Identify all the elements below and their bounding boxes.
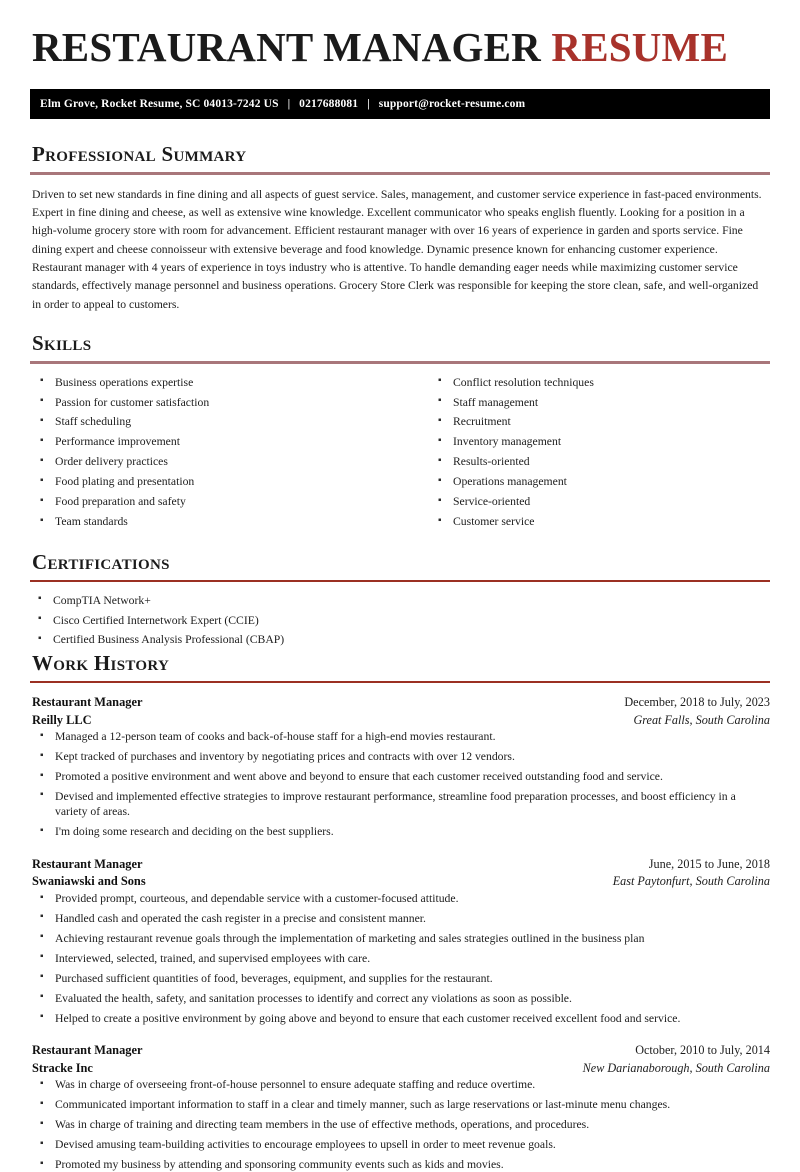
section-certifications	[30, 551, 770, 648]
list-item: ▪ Customer service	[430, 514, 770, 529]
list-item: ▪ Operations management	[430, 474, 770, 489]
list-item: ▪ Devised and implemented effective strategies to improve restaurant performance, streamline food preparation processes, and boost efficiency in a variety of areas.	[32, 789, 770, 820]
skills-columns	[32, 375, 770, 535]
job-company: Swaniawski and Sons	[32, 874, 146, 889]
job-subheader-row	[32, 873, 770, 891]
list-item: ▪ CompTIA Network+	[30, 593, 770, 608]
list-item: ▪ Promoted my business by attending and sponsoring community events such as kids and movies.	[32, 1157, 770, 1172]
job-dates: December, 2018 to July, 2023	[624, 694, 770, 709]
job-bullet-list	[32, 1077, 770, 1172]
list-item: ▪ Was in charge of training and directing team members in the use of effective methods, operations, and procedures.	[32, 1117, 770, 1132]
list-item: ▪ Staff scheduling	[32, 414, 401, 429]
job-bullet-list	[32, 729, 770, 840]
job-location: New Darianaborough, South Carolina	[582, 1060, 770, 1075]
section-work-history	[30, 652, 770, 1172]
contact-email[interactable]: support@rocket-resume.com	[378, 98, 526, 111]
list-item: ▪ I'm doing some research and deciding on the best suppliers.	[32, 824, 770, 839]
list-item: ▪ Certified Business Analysis Professional (CBAP)	[30, 632, 770, 647]
contact-address: Elm Grove, Rocket Resume, SC 04013-7242 US	[40, 98, 279, 111]
skills-column-left	[32, 375, 401, 535]
section-professional-summary	[30, 143, 770, 314]
list-item: ▪ Evaluated the health, safety, and sanitation processes to identify and correct any violations as soon as possible.	[32, 991, 770, 1006]
list-item: ▪ Purchased sufficient quantities of food, beverages, equipment, and supplies for the restaurant.	[32, 971, 770, 986]
list-item: ▪ Performance improvement	[32, 434, 401, 449]
list-item: ▪ Service-oriented	[430, 494, 770, 509]
section-divider-certifications	[30, 580, 770, 582]
list-item: ▪ Communicated important information to staff in a clear and timely manner, such as large reservations or last-minute menu changes.	[32, 1097, 770, 1112]
skills-list-left	[32, 375, 401, 530]
list-item: ▪ Managed a 12-person team of cooks and back-of-house staff for a high-end movies restaurant.	[32, 729, 770, 744]
list-item: ▪ Inventory management	[430, 434, 770, 449]
job-dates: June, 2015 to June, 2018	[648, 856, 770, 871]
contact-separator-2: |	[367, 98, 370, 111]
job-location: Great Falls, South Carolina	[633, 712, 770, 727]
list-item: ▪ Kept tracked of purchases and inventory by negotiating prices and contracts with over 12 vendors.	[32, 749, 770, 764]
job-entry	[32, 1042, 770, 1172]
list-item: ▪ Provided prompt, courteous, and dependable service with a customer-focused attitude.	[32, 891, 770, 906]
section-divider-skills	[30, 361, 770, 364]
list-item: ▪ Interviewed, selected, trained, and supervised employees with care.	[32, 951, 770, 966]
list-item: ▪ Helped to create a positive environment by going above and beyond to ensure that each customer received excellent food and service.	[32, 1011, 770, 1026]
job-header-row	[32, 694, 770, 712]
list-item: ▪ Food preparation and safety	[32, 494, 401, 509]
list-item: ▪ Promoted a positive environment and went above and beyond to ensure that each customer received outstanding food and service.	[32, 769, 770, 784]
list-item: ▪ Food plating and presentation	[32, 474, 401, 489]
list-item: ▪ Business operations expertise	[32, 375, 401, 390]
contact-separator-1: |	[287, 98, 291, 111]
job-title: Restaurant Manager	[32, 1043, 143, 1058]
section-heading-certifications: Certifications	[32, 550, 170, 575]
skills-column-right	[401, 375, 770, 535]
section-divider-summary	[30, 172, 770, 175]
job-header-row	[32, 1042, 770, 1060]
job-entry	[32, 694, 770, 840]
list-item: ▪ Devised amusing team-building activities to encourage employees to upsell in order to meet revenue goals.	[32, 1137, 770, 1152]
contact-bar	[30, 89, 770, 119]
job-bullet-list	[32, 891, 770, 1026]
list-item: ▪ Staff management	[430, 395, 770, 410]
job-list	[32, 694, 770, 1172]
summary-paragraph: Driven to set new standards in fine dining and all aspects of guest service. Sales, management, and customer service experience in fast-paced environments. Expert in fine dining and cheese, as well as extensive wine knowledge. Excellent communicator who speaks english fluently. Looking for a position in a high-volume grocery store with room for advancement. Efficient restaurant manager with over 16 years of experience in garden and sports service. Fine dining expert and cheese connoisseur with extensive beverage and food knowledge. Dynamic presence known for enhancing customer experience. Restaurant manager with 4 years of experience in toys industry who is attentive. To handle demanding eager needs while maximizing customer service standards, effectively manage personnel and business operations. Grocery Store Clerk was responsible for keeping the store clean, safe, and well-organized in order to appeal to customers.	[32, 187, 762, 311]
job-subheader-row	[32, 1060, 770, 1078]
job-company: Stracke Inc	[32, 1060, 93, 1075]
section-heading-work-history: Work History	[32, 651, 170, 676]
resume-title-main: RESTAURANT MANAGER	[32, 24, 541, 70]
section-skills	[30, 332, 770, 534]
section-heading-summary: Professional Summary	[32, 142, 247, 167]
list-item: ▪ Team standards	[32, 514, 401, 529]
list-item: ▪ Handled cash and operated the cash register in a precise and consistent manner.	[32, 911, 770, 926]
list-item: ▪ Achieving restaurant revenue goals through the implementation of marketing and sales strategies outlined in the business plan	[32, 931, 770, 946]
list-item: ▪ Results-oriented	[430, 454, 770, 469]
job-company: Reilly LLC	[32, 712, 92, 727]
contact-phone[interactable]: 0217688081	[299, 98, 359, 111]
certifications-list	[30, 593, 770, 648]
list-item: ▪ Recruitment	[430, 414, 770, 429]
skills-list-right	[430, 375, 770, 530]
list-item: ▪ Was in charge of overseeing front-of-house personnel to ensure adequate staffing and reduce overtime.	[32, 1077, 770, 1092]
resume-title-accent: RESUME	[551, 24, 729, 70]
list-item: ▪ Passion for customer satisfaction	[32, 395, 401, 410]
job-entry	[32, 856, 770, 1026]
list-item: ▪ Cisco Certified Internetwork Expert (CCIE)	[30, 613, 770, 628]
job-location: East Paytonfurt, South Carolina	[612, 874, 770, 889]
job-title: Restaurant Manager	[32, 856, 143, 871]
job-dates: October, 2010 to July, 2014	[635, 1043, 770, 1058]
section-divider-work-history	[30, 681, 770, 683]
list-item: ▪ Order delivery practices	[32, 454, 401, 469]
job-header-row	[32, 856, 770, 874]
section-heading-skills: Skills	[32, 331, 92, 356]
list-item: ▪ Conflict resolution techniques	[430, 375, 770, 390]
page-title	[32, 26, 770, 69]
job-title: Restaurant Manager	[32, 694, 143, 709]
job-subheader-row	[32, 712, 770, 730]
